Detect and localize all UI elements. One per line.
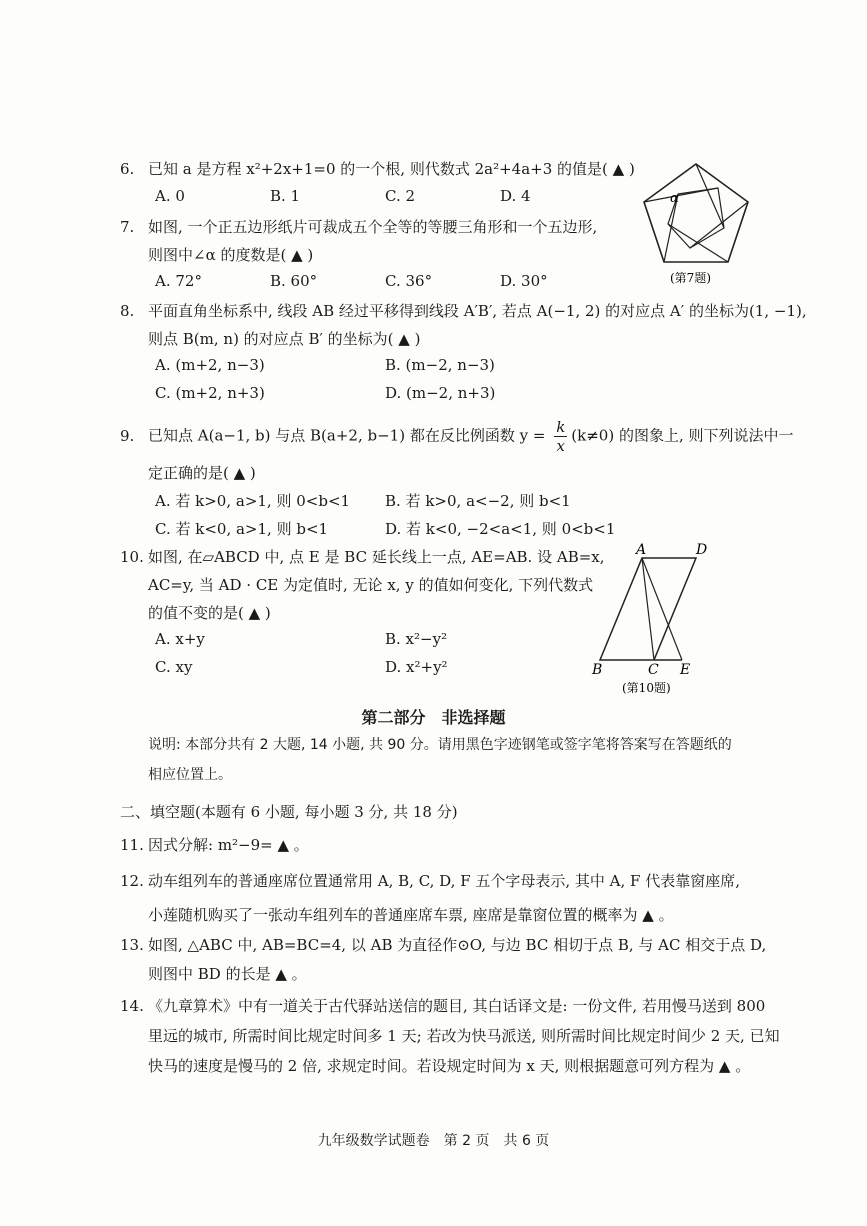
question-text: 《九章算术》中有一道关于古代驿站送信的题目, 其白话译文是: 一份文件, 若用慢马送到 800 — [148, 997, 766, 1015]
question-number: 9. — [120, 426, 135, 445]
question-text: 如图, △ABC 中, AB=BC=4, 以 AB 为直径作⊙O, 与边 BC 相切于点 B, 与 AC 相交于点 D, — [148, 936, 767, 954]
angle-alpha-label: α — [670, 191, 679, 206]
question-number: 8. — [120, 302, 135, 320]
question-number: 11. — [120, 836, 144, 854]
fraction-numerator: k — [556, 418, 566, 436]
question-10 — [120, 546, 605, 567]
option-d: D. x²+y² — [385, 658, 448, 676]
option-b: B. 60° — [270, 272, 318, 290]
question-number: 13. — [120, 936, 144, 954]
option-c: C. 2 — [385, 187, 416, 205]
option-d: D. (m−2, n+3) — [385, 384, 496, 402]
question-11 — [120, 834, 309, 855]
option-c: C. (m+2, n+3) — [155, 384, 265, 402]
part-note-line2: 相应位置上。 — [148, 767, 232, 783]
question-14 — [120, 995, 765, 1016]
question-text: 平面直角坐标系中, 线段 AB 经过平移得到线段 A′B′, 若点 A(−1, 2) 的对应点 A′ 的坐标为(1, −1), — [148, 302, 807, 320]
question-text-line2: 里远的城市, 所需时间比规定时间多 1 天; 若改为快马派送, 则所需时间比规定时间少 2 天, 已知 — [148, 1027, 780, 1045]
point-e-label: E — [680, 662, 691, 678]
question-text-line2: 则点 B(m, n) 的对应点 B′ 的坐标为( ▲ ) — [148, 330, 421, 348]
option-c: C. xy — [155, 658, 193, 676]
point-d-label: D — [696, 542, 708, 558]
parallelogram-figure — [586, 540, 716, 700]
option-a: A. 0 — [155, 187, 185, 205]
part-title: 第二部分 非选择题 — [361, 708, 506, 727]
question-text-line2: 定正确的是( ▲ ) — [148, 464, 256, 482]
question-9 — [120, 418, 794, 455]
figure-caption: (第10题) — [622, 681, 671, 695]
question-6 — [120, 158, 635, 179]
point-c-label: C — [648, 662, 659, 678]
option-a: A. (m+2, n−3) — [155, 356, 265, 374]
question-text-cont: (k≠0) 的图象上, 则下列说法中一 — [571, 426, 794, 445]
question-text: 如图, 在▱ABCD 中, 点 E 是 BC 延长线上一点, AE=AB. 设 AB=x, — [148, 548, 605, 566]
option-b: B. (m−2, n−3) — [385, 356, 495, 374]
option-a: A. 若 k>0, a>1, 则 0<b<1 — [155, 492, 351, 510]
figure-caption: (第7题) — [670, 271, 711, 285]
option-a: A. 72° — [155, 272, 202, 290]
part-note-line1: 说明: 本部分共有 2 大题, 14 小题, 共 90 分。请用黑色字迹钢笔或签字笔将答案写在答题纸的 — [148, 737, 732, 753]
point-a-label: A — [636, 542, 647, 558]
option-c: C. 若 k<0, a>1, 则 b<1 — [155, 520, 329, 538]
question-7 — [120, 216, 597, 237]
question-number: 12. — [120, 872, 144, 890]
section-heading: 二、填空题(本题有 6 小题, 每小题 3 分, 共 18 分) — [120, 803, 458, 821]
question-text: 因式分解: m²−9= ▲ 。 — [148, 836, 309, 854]
question-text-line2: 则图中∠α 的度数是( ▲ ) — [148, 246, 314, 264]
fraction-denominator: x — [556, 437, 565, 455]
question-12 — [120, 870, 740, 891]
question-13 — [120, 934, 766, 955]
question-text: 已知点 A(a−1, b) 与点 B(a+2, b−1) 都在反比例函数 y = — [148, 426, 546, 445]
question-text-line2: 小莲随机购买了一张动车组列车的普通座席车票, 座席是靠窗位置的概率为 ▲ 。 — [148, 906, 674, 924]
fraction-k-over-x — [554, 418, 567, 455]
option-b: B. x²−y² — [385, 630, 448, 648]
point-b-label: B — [592, 662, 603, 678]
question-text-line3: 的值不变的是( ▲ ) — [148, 604, 271, 622]
question-text-line2: 则图中 BD 的长是 ▲ 。 — [148, 965, 307, 983]
question-number: 14. — [120, 997, 144, 1015]
option-d: D. 30° — [500, 272, 548, 290]
question-text: 动车组列车的普通座席位置通常用 A, B, C, D, F 五个字母表示, 其中 A, F 代表靠窗座席, — [148, 872, 740, 890]
question-text-line3: 快马的速度是慢马的 2 倍, 求规定时间。若设规定时间为 x 天, 则根据题意可列方程为 ▲ 。 — [148, 1057, 751, 1075]
option-d: D. 4 — [500, 187, 531, 205]
option-b: B. 若 k>0, a<−2, 则 b<1 — [385, 492, 571, 510]
option-b: B. 1 — [270, 187, 301, 205]
question-8 — [120, 300, 807, 321]
question-number: 10. — [120, 548, 144, 566]
question-text: 已知 a 是方程 x²+2x+1=0 的一个根, 则代数式 2a²+4a+3 的值是( ▲ ) — [148, 160, 635, 178]
question-text: 如图, 一个正五边形纸片可裁成五个全等的等腰三角形和一个五边形, — [148, 218, 598, 236]
option-d: D. 若 k<0, −2<a<1, 则 0<b<1 — [385, 520, 616, 538]
question-number: 6. — [120, 160, 135, 178]
page-footer: 九年级数学试题卷 第 2 页 共 6 页 — [317, 1133, 550, 1149]
pentagon-figure — [640, 158, 752, 288]
option-a: A. x+y — [155, 630, 205, 648]
option-c: C. 36° — [385, 272, 433, 290]
question-text-line2: AC=y, 当 AD · CE 为定值时, 无论 x, y 的值如何变化, 下列代数式 — [148, 576, 594, 594]
question-number: 7. — [120, 218, 135, 236]
